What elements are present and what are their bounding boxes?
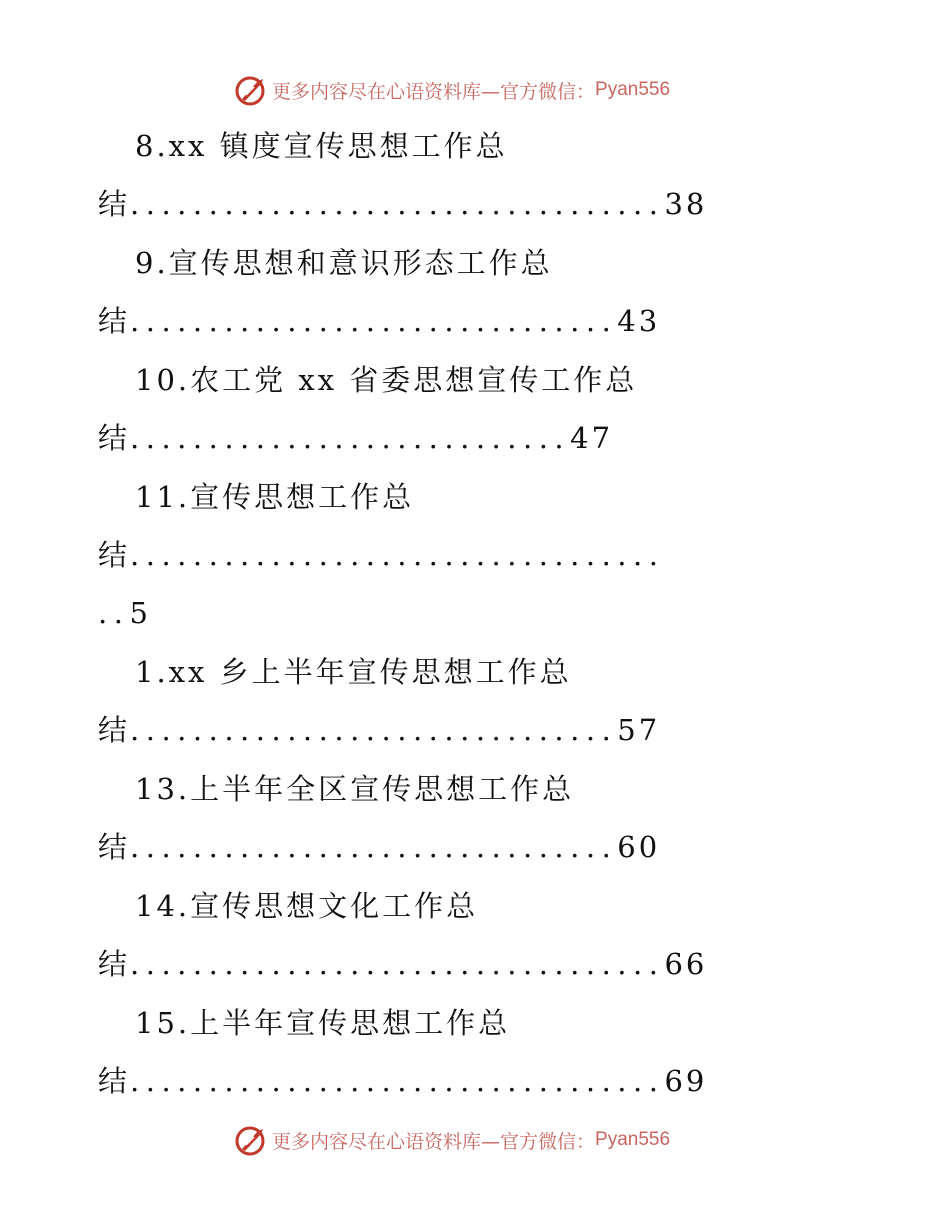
- toc-leader-1: [98, 710, 660, 750]
- toc-leader-char: 结: [98, 830, 131, 864]
- header-watermark: [234, 72, 670, 108]
- toc-leader-10: [98, 418, 613, 458]
- toc-leader-char: 结: [98, 1064, 131, 1098]
- toc-dots: ...............................: [130, 304, 618, 338]
- toc-leader-11-cont: [98, 593, 151, 633]
- toc-title-9: 9.宣传思想和意识形态工作总: [135, 246, 553, 280]
- toc-leader-char: 结: [98, 713, 131, 747]
- toc-leader-char: 结: [98, 421, 131, 455]
- toc-dots: ...............................: [130, 713, 618, 747]
- toc-leader-11: [98, 535, 664, 575]
- toc-leader-char: 结: [98, 947, 131, 981]
- toc-title-13: 13.上半年全区宣传思想工作总: [135, 772, 575, 806]
- toc-dots: ..................................: [130, 1064, 665, 1098]
- toc-page-number: 47: [570, 421, 614, 455]
- toc-leader-13: [98, 827, 660, 867]
- toc-page-number: 43: [617, 304, 661, 338]
- watermark-text: 更多内容尽在心语资料库—官方微信：: [272, 80, 596, 103]
- toc-dots: ..................................: [130, 538, 665, 572]
- toc-leader-14: [98, 944, 707, 984]
- watermark-wechat-id: Pyan556: [595, 1129, 671, 1150]
- toc-leader-char: 结: [98, 304, 131, 338]
- toc-leader-8: [98, 184, 707, 224]
- toc-dots: ............................: [130, 421, 571, 455]
- toc-title-11: 11.宣传思想工作总: [135, 480, 415, 514]
- toc-dots: ...............................: [130, 830, 618, 864]
- toc-title-14: 14.宣传思想文化工作总: [135, 889, 479, 923]
- toc-leader-char: 结: [98, 187, 131, 221]
- toc-title-15: 15.上半年宣传思想工作总: [135, 1006, 511, 1040]
- toc-page-number: 57: [617, 713, 661, 747]
- pen-logo-icon: [234, 73, 268, 107]
- toc-page-number: 69: [664, 1064, 708, 1098]
- toc-leader-char: 结: [98, 538, 131, 572]
- toc-dots: ..: [98, 596, 130, 630]
- toc-dots: ..................................: [130, 947, 665, 981]
- watermark-wechat-id: Pyan556: [595, 79, 671, 100]
- toc-title-8: 8.xx 镇度宣传思想工作总: [135, 129, 508, 163]
- toc-title-10: 10.农工党 xx 省委思想宣传工作总: [135, 363, 638, 397]
- toc-page-number: 66: [664, 947, 708, 981]
- toc-leader-9: [98, 301, 660, 341]
- toc-leader-15: [98, 1061, 707, 1101]
- toc-title-1: 1.xx 乡上半年宣传思想工作总: [135, 655, 572, 689]
- toc-dots: ..................................: [130, 187, 665, 221]
- watermark-text: 更多内容尽在心语资料库—官方微信：: [272, 1130, 596, 1153]
- pen-logo-icon: [234, 1123, 268, 1157]
- toc-page-number: 60: [617, 830, 661, 864]
- toc-page-number: 5: [129, 596, 151, 630]
- footer-watermark: [234, 1122, 670, 1158]
- toc-page-number: 38: [664, 187, 708, 221]
